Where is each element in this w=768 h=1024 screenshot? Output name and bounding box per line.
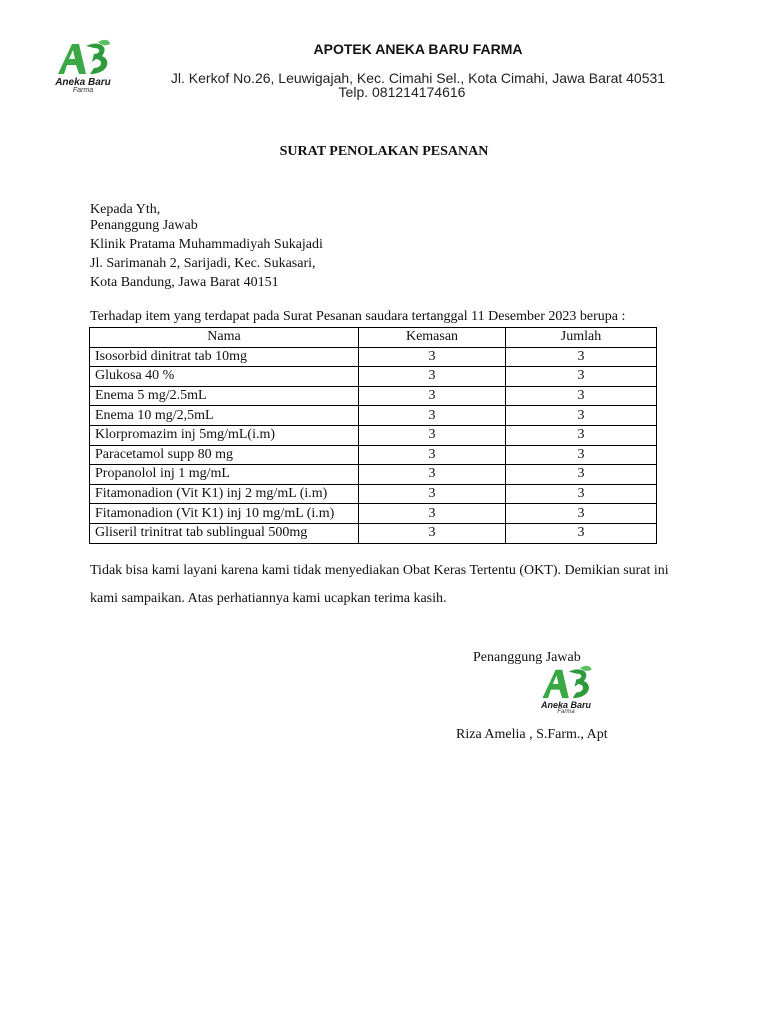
cell-kemasan: 3 <box>359 406 506 426</box>
cell-nama: Paracetamol supp 80 mg <box>90 445 359 465</box>
items-table <box>89 327 657 544</box>
recipient-line: Kota Bandung, Jawa Barat 40151 <box>90 275 279 290</box>
cell-jumlah: 3 <box>506 367 657 387</box>
table-row <box>90 406 657 426</box>
column-header-kemasan: Kemasan <box>359 328 506 348</box>
cell-kemasan: 3 <box>359 504 506 524</box>
cell-kemasan: 3 <box>359 465 506 485</box>
signature-logo <box>533 664 599 715</box>
signer-name: Riza Amelia , S.Farm., Apt <box>456 727 608 742</box>
cell-nama: Gliseril trinitrat tab sublingual 500mg <box>90 523 359 543</box>
signer-role: Penanggung Jawab <box>473 650 581 665</box>
cell-jumlah: 3 <box>506 523 657 543</box>
logo-subtext: Farma <box>557 709 575 715</box>
closing-line: Tidak bisa kami layani karena kami tidak menyediakan Obat Keras Tertentu (OKT). Demikian surat ini <box>90 563 669 578</box>
column-header-nama: Nama <box>90 328 359 348</box>
closing-line: kami sampaikan. Atas perhatiannya kami ucapkan terima kasih. <box>90 591 447 606</box>
logo-text: Aneka Baru <box>540 700 592 710</box>
store-address: Jl. Kerkof No.26, Leuwigajah, Kec. Cimahi Sel., Kota Cimahi, Jawa Barat 40531 <box>170 70 666 86</box>
cell-kemasan: 3 <box>359 445 506 465</box>
cell-nama: Glukosa 40 % <box>90 367 359 387</box>
table-row <box>90 347 657 367</box>
recipient-line: Penanggung Jawab <box>90 218 198 233</box>
table-row <box>90 523 657 543</box>
ab-logo-icon <box>533 664 599 702</box>
recipient-line: Klinik Pratama Muhammadiyah Sukajadi <box>90 237 323 252</box>
cell-nama: Fitamonadion (Vit K1) inj 10 mg/mL (i.m) <box>90 504 359 524</box>
cell-kemasan: 3 <box>359 484 506 504</box>
cell-jumlah: 3 <box>506 347 657 367</box>
table-row <box>90 367 657 387</box>
table-row <box>90 504 657 524</box>
header-logo <box>48 38 118 94</box>
cell-nama: Klorpromazim inj 5mg/mL(i.m) <box>90 425 359 445</box>
cell-nama: Isosorbid dinitrat tab 10mg <box>90 347 359 367</box>
column-header-jumlah: Jumlah <box>506 328 657 348</box>
table-row <box>90 386 657 406</box>
cell-jumlah: 3 <box>506 425 657 445</box>
recipient-line: Jl. Sarimanah 2, Sarijadi, Kec. Sukasari, <box>90 256 316 271</box>
intro-text: Terhadap item yang terdapat pada Surat Pesanan saudara tertanggal 11 Desember 2023 berupa : <box>90 309 626 324</box>
logo-subtext: Farma <box>72 87 94 94</box>
table-row <box>90 465 657 485</box>
cell-jumlah: 3 <box>506 504 657 524</box>
recipient-line: Kepada Yth, <box>90 202 161 217</box>
store-phone: Telp. 081214174616 <box>338 84 466 100</box>
cell-jumlah: 3 <box>506 445 657 465</box>
letter-title: SURAT PENOLAKAN PESANAN <box>279 144 489 159</box>
cell-kemasan: 3 <box>359 386 506 406</box>
closing-paragraph <box>90 557 680 613</box>
cell-jumlah: 3 <box>506 406 657 426</box>
table-row <box>90 445 657 465</box>
cell-jumlah: 3 <box>506 484 657 504</box>
cell-nama: Enema 5 mg/2.5mL <box>90 386 359 406</box>
cell-jumlah: 3 <box>506 465 657 485</box>
table-header-row <box>90 328 657 348</box>
cell-kemasan: 3 <box>359 425 506 445</box>
cell-kemasan: 3 <box>359 347 506 367</box>
cell-nama: Propanolol inj 1 mg/mL <box>90 465 359 485</box>
cell-nama: Enema 10 mg/2,5mL <box>90 406 359 426</box>
table-row <box>90 484 657 504</box>
cell-nama: Fitamonadion (Vit K1) inj 2 mg/mL (i.m) <box>90 484 359 504</box>
cell-kemasan: 3 <box>359 367 506 387</box>
logo-text: Aneka Baru <box>55 77 111 88</box>
ab-logo-icon <box>48 38 118 78</box>
table-row <box>90 425 657 445</box>
cell-kemasan: 3 <box>359 523 506 543</box>
store-name: APOTEK ANEKA BARU FARMA <box>313 41 523 57</box>
cell-jumlah: 3 <box>506 386 657 406</box>
